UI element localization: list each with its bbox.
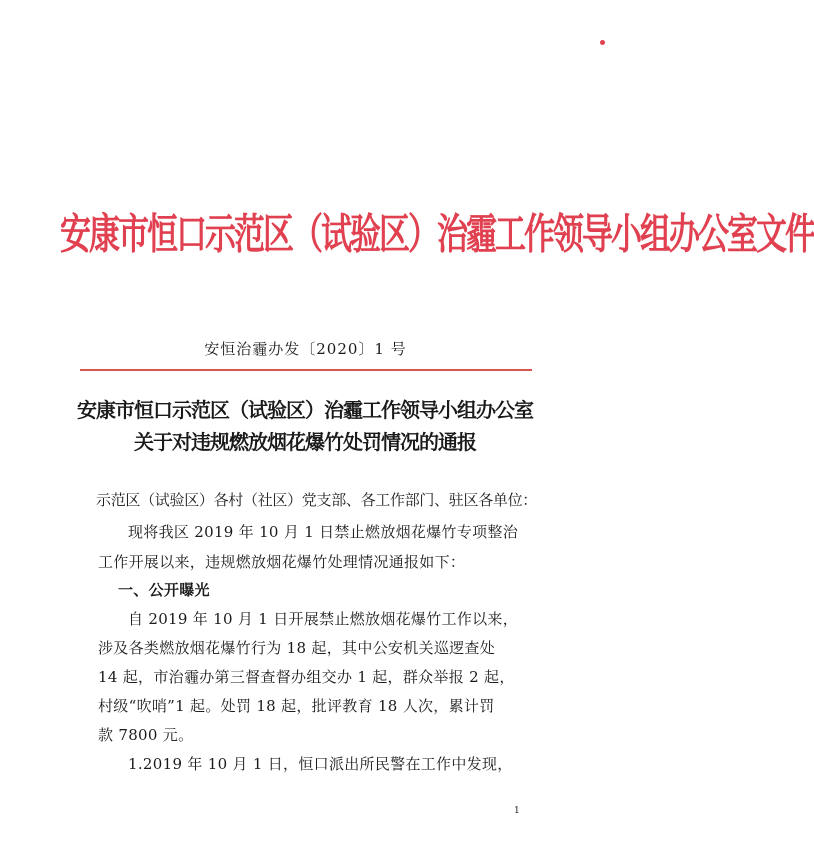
red-divider-line <box>80 369 532 371</box>
body-line: 1.2019 年 10 月 1 日，恒口派出所民警在工作中发现， <box>128 755 513 773</box>
page-number: 1 <box>514 806 520 816</box>
document-number: 安恒治霾办发〔2020〕1 号 <box>204 340 407 358</box>
body-line: 14 起，市治霾办第三督查督办组交办 1 起，群众举报 2 起， <box>98 668 515 686</box>
title-line-2: 关于对违规燃放烟花爆竹处罚情况的通报 <box>134 430 476 454</box>
body-line: 工作开展以来，违规燃放烟花爆竹处理情况通报如下： <box>98 553 466 571</box>
addressee: 示范区（试验区）各村（社区）党支部、各工作部门、驻区各单位： <box>96 491 538 509</box>
body-line: 自 2019 年 10 月 1 日开展禁止燃放烟花爆竹工作以来， <box>128 610 519 628</box>
body-line: 村级“吹哨”1 起。处罚 18 起，批评教育 18 人次，累计罚 <box>98 697 495 715</box>
red-masthead: 安康市恒口示范区（试验区）治霾工作领导小组办公室文件 <box>60 210 814 260</box>
body-line: 款 7800 元。 <box>98 726 194 744</box>
red-dot-mark <box>600 40 605 45</box>
body-line: 涉及各类燃放烟花爆竹行为 18 起，其中公安机关巡逻查处 <box>98 639 496 657</box>
title-line-1: 安康市恒口示范区（试验区）治霾工作领导小组办公室 <box>77 398 533 422</box>
body-line: 现将我区 2019 年 10 月 1 日禁止燃放烟花爆竹专项整治 <box>128 523 519 541</box>
section-heading: 一、公开曝光 <box>118 581 210 599</box>
